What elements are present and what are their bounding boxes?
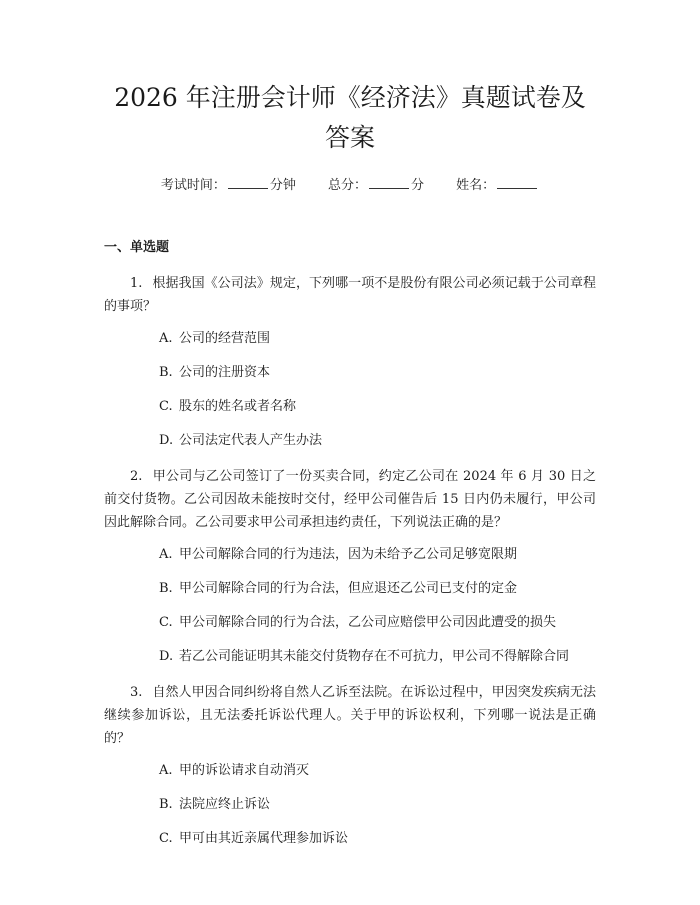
option-letter: D. bbox=[159, 433, 174, 448]
question-1 bbox=[104, 272, 596, 318]
option-a bbox=[104, 545, 596, 565]
option-text: 若乙公司能证明其未能交付货物存在不可抗力，甲公司不得解除合同 bbox=[179, 649, 570, 664]
exam-time-unit: 分钟 bbox=[269, 178, 296, 193]
option-letter: B. bbox=[159, 797, 173, 812]
option-text: 股东的姓名或者名称 bbox=[179, 399, 297, 414]
option-c bbox=[104, 829, 596, 849]
option-a bbox=[104, 329, 596, 349]
name-field bbox=[456, 176, 539, 196]
question-3-options bbox=[104, 761, 596, 849]
question-2-options bbox=[104, 545, 596, 667]
option-d bbox=[104, 647, 596, 667]
option-text: 甲公司解除合同的行为违法，因为未给予乙公司足够宽限期 bbox=[179, 547, 518, 562]
option-text: 公司的注册资本 bbox=[179, 365, 271, 380]
total-score-blank bbox=[369, 176, 409, 189]
document-title: 2026 年注册会计师《经济法》真题试卷及答案 bbox=[114, 83, 586, 152]
section-heading: 一、单选题 bbox=[104, 240, 170, 255]
question-2 bbox=[104, 465, 596, 534]
exam-time-field bbox=[161, 176, 296, 196]
option-b bbox=[104, 795, 596, 815]
question-text: 自然人甲因合同纠纷将自然人乙诉至法院。在诉讼过程中，甲因突发疾病无法继续参加诉讼，且无法委托诉讼代理人。关于甲的诉讼权利，下列哪一说法是正确的？ bbox=[104, 685, 596, 746]
question-3 bbox=[104, 681, 596, 750]
option-text: 公司法定代表人产生办法 bbox=[179, 433, 323, 448]
question-number: 3. bbox=[130, 685, 143, 700]
option-letter: B. bbox=[159, 581, 173, 596]
option-text: 甲的诉讼请求自动消灭 bbox=[179, 763, 310, 778]
option-letter: B. bbox=[159, 365, 173, 380]
option-letter: A. bbox=[159, 547, 173, 562]
question-1-options bbox=[104, 329, 596, 451]
exam-time-blank bbox=[228, 176, 268, 189]
question-number: 1. bbox=[130, 276, 143, 291]
name-label: 姓名： bbox=[456, 178, 496, 193]
option-letter: C. bbox=[159, 615, 173, 630]
option-c bbox=[104, 613, 596, 633]
exam-time-label: 考试时间： bbox=[160, 178, 226, 193]
option-letter: C. bbox=[159, 831, 173, 846]
option-a bbox=[104, 761, 596, 781]
option-letter: C. bbox=[159, 399, 173, 414]
option-b bbox=[104, 579, 596, 599]
question-text: 甲公司与乙公司签订了一份买卖合同，约定乙公司在 2024 年 6 月 30 日之前交付货物。乙公司因故未能按时交付，经甲公司催告后 15 日内仍未履行，甲公司因此解除合同。乙公司要求甲公司承担违约责任，下列说法正确的是？ bbox=[104, 469, 596, 530]
exam-info bbox=[104, 176, 596, 196]
option-text: 甲公司解除合同的行为合法，但应退还乙公司已支付的定金 bbox=[179, 581, 518, 596]
total-score-label: 总分： bbox=[327, 178, 367, 193]
question-text: 根据我国《公司法》规定，下列哪一项不是股份有限公司必须记载于公司章程的事项？ bbox=[104, 276, 596, 314]
total-score-field bbox=[328, 176, 424, 196]
option-letter: D. bbox=[159, 649, 174, 664]
option-text: 公司的经营范围 bbox=[179, 331, 271, 346]
option-text: 甲可由其近亲属代理参加诉讼 bbox=[179, 831, 349, 846]
option-letter: A. bbox=[159, 763, 173, 778]
option-text: 法院应终止诉讼 bbox=[179, 797, 271, 812]
option-d bbox=[104, 431, 596, 451]
option-c bbox=[104, 397, 596, 417]
question-number: 2. bbox=[130, 469, 143, 484]
option-b bbox=[104, 363, 596, 383]
name-blank bbox=[497, 176, 537, 189]
option-letter: A. bbox=[159, 331, 173, 346]
option-text: 甲公司解除合同的行为合法，乙公司应赔偿甲公司因此遭受的损失 bbox=[179, 615, 557, 630]
total-score-unit: 分 bbox=[411, 178, 425, 193]
